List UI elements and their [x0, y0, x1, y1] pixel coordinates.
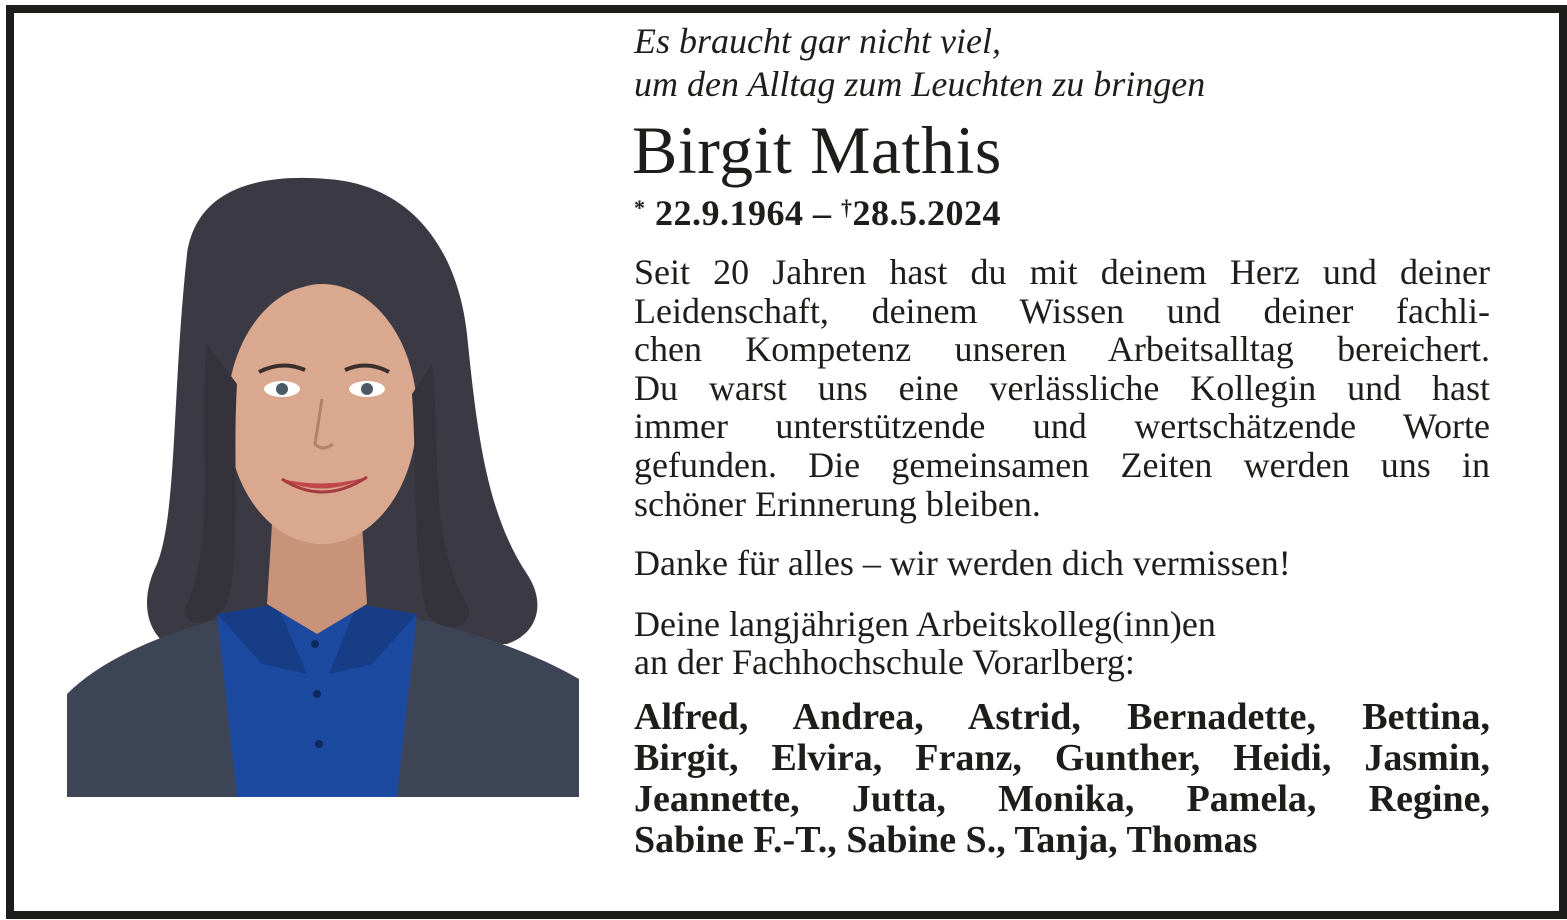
tribute-line: Du warst uns eine verlässliche Kollegin und hast — [634, 367, 1490, 408]
colleague-names-line: Alfred, Andrea, Astrid, Bernadette, Bettina, — [634, 696, 1490, 739]
deceased-name: Birgit Mathis — [632, 112, 1002, 188]
motto-line-1: Es braucht gar nicht viel, — [634, 21, 1001, 61]
tribute-line: immer unterstützende und wertschätzende Worte — [634, 406, 1490, 447]
tribute-line: chen Kompetenz unseren Arbeitsalltag bereichert. — [634, 329, 1490, 370]
motto-line-2: um den Alltag zum Leuchten zu bringen — [634, 64, 1206, 104]
tribute-paragraph — [634, 253, 1490, 523]
colleague-names-line: Jeannette, Jutta, Monika, Pamela, Regine, — [634, 778, 1490, 821]
tribute-line: Seit 20 Jahren hast du mit deinem Herz und deiner — [634, 252, 1490, 292]
tribute-line: Leidenschaft, deinem Wissen und deiner fachli- — [634, 290, 1490, 331]
colleague-names-line: Sabine F.-T., Sabine S., Tanja, Thomas — [634, 819, 1258, 862]
signatories-intro — [634, 605, 1490, 681]
thanks-line: Danke für alles – wir werden dich vermissen! — [634, 543, 1291, 584]
colleague-names — [634, 697, 1490, 861]
birth-date: 22.9.1964 — [655, 193, 804, 233]
portrait-photo — [67, 134, 579, 797]
tribute-line: gefunden. Die gemeinsamen Zeiten werden uns in — [634, 444, 1490, 485]
obituary-text — [634, 20, 1490, 861]
birth-symbol: * — [634, 195, 646, 220]
tribute-line: schöner Erinnerung bleiben. — [634, 483, 1041, 524]
date-dash: – — [813, 193, 832, 233]
death-symbol: † — [841, 195, 853, 220]
signatories-line-1: Deine langjährigen Arbeitskolleg(inn)en — [634, 604, 1216, 645]
death-date: 28.5.2024 — [852, 193, 1001, 233]
signatories-line-2: an der Fachhochschule Vorarlberg: — [634, 642, 1135, 683]
motto — [634, 20, 1490, 106]
colleague-names-line: Birgit, Elvira, Franz, Gunther, Heidi, Jasmin, — [634, 737, 1490, 780]
life-dates — [634, 188, 1490, 233]
